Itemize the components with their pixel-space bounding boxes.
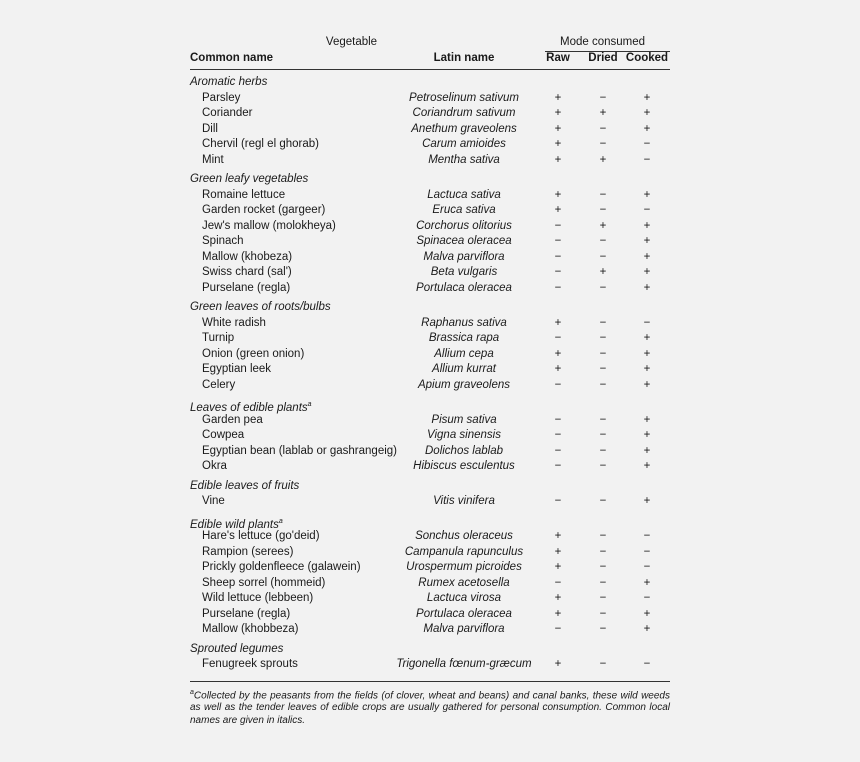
table-row xyxy=(190,545,670,561)
group-title xyxy=(190,397,670,413)
latin-name-cell: Coriandrum sativum xyxy=(412,107,516,119)
cooked-cell: + xyxy=(643,91,651,104)
raw-cell: + xyxy=(554,561,562,573)
cooked-cell: + xyxy=(643,332,651,344)
raw-cell: + xyxy=(554,363,562,375)
latin-name-cell: Dolichos lablab xyxy=(425,444,503,457)
raw-cell: + xyxy=(554,545,562,558)
latin-name-cell: Malva parviflora xyxy=(423,250,505,263)
dried-cell: − xyxy=(599,429,607,441)
latin-name-cell: Urospermum picroides xyxy=(406,561,522,573)
table-row xyxy=(190,153,670,169)
dried-cell: − xyxy=(599,235,607,247)
raw-cell: − xyxy=(554,495,562,507)
dried-cell: + xyxy=(599,266,607,278)
raw-cell: − xyxy=(554,429,562,441)
dried-cell: − xyxy=(599,460,607,472)
table-row xyxy=(190,91,670,107)
common-name-cell: Purselane (regla) xyxy=(202,607,291,620)
cooked-cell: + xyxy=(643,188,651,201)
raw-cell: − xyxy=(554,235,562,247)
cooked-cell: + xyxy=(643,347,651,360)
common-name-cell: Prickly goldenfleece (galawein) xyxy=(202,561,361,573)
latin-name-cell: Lactuca virosa xyxy=(426,592,502,604)
cooked-cell: + xyxy=(643,235,651,247)
cooked-cell: + xyxy=(643,107,651,119)
common-name-cell: Sheep sorrel (hommeid) xyxy=(202,576,326,589)
dried-cell: − xyxy=(599,545,607,558)
latin-name-cell: Spinacea oleracea xyxy=(416,235,512,247)
cooked-cell: − xyxy=(643,561,651,573)
raw-cell: − xyxy=(554,444,562,457)
table-row xyxy=(190,106,670,122)
latin-name-cell: Allium cepa xyxy=(434,347,494,360)
cooked-cell: − xyxy=(643,316,651,329)
cooked-cell: + xyxy=(643,378,651,391)
raw-cell: − xyxy=(554,413,562,426)
latin-name-cell: Portulaca oleracea xyxy=(416,281,512,294)
table-row xyxy=(190,122,670,138)
latin-name-cell: Eruca sativa xyxy=(432,204,496,216)
dried-cell: + xyxy=(599,107,607,119)
latin-name-cell: Portulaca oleracea xyxy=(416,607,512,620)
cooked-cell: + xyxy=(643,607,651,620)
footnote xyxy=(190,687,670,728)
table-header-top xyxy=(190,36,670,52)
dried-cell: − xyxy=(599,623,607,635)
cooked-cell: + xyxy=(643,495,651,507)
raw-cell: + xyxy=(554,658,562,670)
common-name-cell: Egyptian leek xyxy=(202,363,272,375)
footnote-marker: a xyxy=(190,688,194,696)
latin-name-cell: Malva parviflora xyxy=(423,623,505,635)
common-name-cell: Turnip xyxy=(202,332,235,344)
cooked-cell: + xyxy=(643,266,651,278)
dried-cell: − xyxy=(599,658,607,670)
dried-cell: − xyxy=(599,444,607,457)
cooked-cell: + xyxy=(643,281,651,294)
group-title-text: Aromatic herbs xyxy=(190,76,268,88)
common-name-cell: Garden rocket (gargeer) xyxy=(202,204,326,216)
raw-cell: − xyxy=(554,460,562,472)
cooked-cell: − xyxy=(643,658,651,670)
common-name-cell: Wild lettuce (lebbeen) xyxy=(202,592,314,604)
table-row xyxy=(190,250,670,266)
cooked-cell: + xyxy=(643,122,651,135)
common-name-cell: Vine xyxy=(202,495,225,507)
group-title-footnote-marker: a xyxy=(307,401,312,408)
table-row xyxy=(190,219,670,235)
common-name-cell: Rampion (serees) xyxy=(202,545,294,558)
common-name-cell: Dill xyxy=(202,122,218,135)
table-row xyxy=(190,622,670,638)
dried-cell: − xyxy=(599,592,607,604)
raw-cell: + xyxy=(554,107,562,119)
dried-cell: − xyxy=(599,91,607,104)
latin-name-cell: Raphanus sativa xyxy=(421,316,507,329)
cooked-cell: + xyxy=(643,444,651,457)
dried-cell: − xyxy=(599,332,607,344)
raw-header: Raw xyxy=(546,52,570,64)
table-row xyxy=(190,316,670,332)
dried-cell: − xyxy=(599,188,607,201)
cooked-cell: − xyxy=(643,138,651,150)
latin-name-cell: Petroselinum sativum xyxy=(409,91,519,104)
latin-name-cell: Anethum graveolens xyxy=(411,122,517,135)
raw-cell: − xyxy=(554,266,562,278)
common-name-cell: Mallow (khobeza) xyxy=(202,250,293,263)
raw-cell: + xyxy=(554,347,562,360)
latin-name-cell: Vitis vinifera xyxy=(433,495,495,507)
group-title xyxy=(190,479,670,495)
table-row xyxy=(190,607,670,623)
dried-cell: − xyxy=(599,607,607,620)
latin-name-cell: Allium kurrat xyxy=(432,363,496,375)
cooked-cell: + xyxy=(643,413,651,426)
raw-cell: + xyxy=(554,153,562,166)
common-name-cell: Mallow (khobbeza) xyxy=(202,623,299,635)
cooked-cell: − xyxy=(643,204,651,216)
table-row xyxy=(190,281,670,297)
latin-name-cell: Corchorus olitorius xyxy=(416,219,512,232)
group-title-text: Sprouted legumes xyxy=(190,642,284,655)
table-body xyxy=(190,75,670,673)
footnote-text: Collected by the peasants from the fields (of clover, wheat and beans) and canal banks, these wild weeds as well as the tender leaves of edible crops are usually gathered for personal consumption. Common local names are given in italics. xyxy=(190,689,670,726)
dried-cell: − xyxy=(599,495,607,507)
latin-name-cell: Apium graveolens xyxy=(417,378,511,391)
raw-cell: + xyxy=(554,316,562,329)
mode-consumed-header: Mode consumed xyxy=(559,36,646,48)
raw-cell: − xyxy=(554,250,562,263)
common-name-cell: Garden pea xyxy=(202,413,263,426)
latin-name-cell: Trigonella fœnum-græcum xyxy=(396,658,532,670)
table-row xyxy=(190,576,670,592)
dried-cell: − xyxy=(599,363,607,375)
vegetable-header: Vegetable xyxy=(325,36,378,48)
common-name-cell: White radish xyxy=(202,316,266,329)
footer-rule xyxy=(190,681,670,682)
common-name-cell: Coriander xyxy=(202,107,253,119)
raw-cell: + xyxy=(554,188,562,201)
raw-cell: − xyxy=(554,378,562,391)
common-name-cell: Parsley xyxy=(202,91,241,104)
dried-cell: − xyxy=(599,530,607,542)
raw-cell: + xyxy=(554,592,562,604)
dried-cell: − xyxy=(599,316,607,329)
raw-cell: − xyxy=(554,623,562,635)
cooked-cell: − xyxy=(643,592,651,604)
table-header-columns xyxy=(190,52,670,67)
cooked-cell: + xyxy=(643,460,651,472)
latin-name-cell: Sonchus oleraceus xyxy=(415,530,513,542)
common-name-header: Common name xyxy=(190,52,274,64)
raw-cell: + xyxy=(554,204,562,216)
latin-name-cell: Pisum sativa xyxy=(431,413,497,426)
cooked-header: Cooked xyxy=(625,52,669,64)
latin-name-cell: Carum amioides xyxy=(422,138,506,150)
cooked-cell: + xyxy=(643,429,651,441)
group-title xyxy=(190,300,670,316)
cooked-cell: + xyxy=(643,219,651,232)
dried-cell: − xyxy=(599,378,607,391)
table-row xyxy=(190,529,670,545)
common-name-cell: Hare's lettuce (go'deid) xyxy=(202,530,320,542)
table-row xyxy=(190,459,670,475)
dried-cell: + xyxy=(599,153,607,166)
raw-cell: + xyxy=(554,607,562,620)
latin-name-cell: Campanula rapunculus xyxy=(404,545,524,558)
common-name-cell: Egyptian bean (lablab or gashrangeig) xyxy=(202,444,397,457)
dried-cell: − xyxy=(599,347,607,360)
latin-name-cell: Hibiscus esculentus xyxy=(413,460,515,472)
table-row xyxy=(190,560,670,576)
raw-cell: + xyxy=(554,138,562,150)
latin-name-cell: Mentha sativa xyxy=(428,153,500,166)
vegetable-table xyxy=(190,36,670,727)
latin-name-cell: Vigna sinensis xyxy=(427,429,501,441)
group-title xyxy=(190,642,670,658)
latin-name-cell: Rumex acetosella xyxy=(418,576,510,589)
common-name-cell: Celery xyxy=(202,378,236,391)
header-rule xyxy=(190,69,670,70)
table-row xyxy=(190,657,670,673)
dried-cell: − xyxy=(599,122,607,135)
dried-cell: + xyxy=(599,219,607,232)
group-title-text: Edible leaves of fruits xyxy=(190,479,300,492)
cooked-cell: + xyxy=(643,623,651,635)
table-row xyxy=(190,444,670,460)
table-row xyxy=(190,188,670,204)
dried-cell: − xyxy=(599,250,607,263)
table-row xyxy=(190,362,670,378)
table-row xyxy=(190,203,670,219)
table-row xyxy=(190,234,670,250)
common-name-cell: Onion (green onion) xyxy=(202,347,305,360)
raw-cell: − xyxy=(554,576,562,589)
table-row xyxy=(190,347,670,363)
raw-cell: − xyxy=(554,332,562,344)
cooked-cell: + xyxy=(643,576,651,589)
group-title-footnote-marker: a xyxy=(278,517,283,525)
raw-cell: − xyxy=(554,219,562,232)
dried-header: Dried xyxy=(588,52,618,64)
common-name-cell: Spinach xyxy=(202,235,244,247)
table-row xyxy=(190,494,670,510)
common-name-cell: Mint xyxy=(202,153,224,166)
cooked-cell: + xyxy=(643,363,651,375)
cooked-cell: − xyxy=(643,545,651,558)
raw-cell: − xyxy=(554,281,562,294)
group-title xyxy=(190,172,670,188)
latin-name-cell: Lactuca sativa xyxy=(427,188,501,201)
group-title-text: Leaves of edible plants xyxy=(190,401,308,414)
raw-cell: + xyxy=(554,530,562,542)
table-row xyxy=(190,413,670,429)
table-row xyxy=(190,428,670,444)
common-name-cell: Swiss chard (sal') xyxy=(202,266,292,278)
table-row xyxy=(190,331,670,347)
latin-name-cell: Beta vulgaris xyxy=(430,266,498,278)
common-name-cell: Cowpea xyxy=(202,429,245,441)
table-row xyxy=(190,137,670,153)
common-name-cell: Jew's mallow (molokheya) xyxy=(202,219,336,232)
common-name-cell: Purselane (regla) xyxy=(202,281,291,294)
raw-cell: + xyxy=(554,122,562,135)
group-title-text: Green leaves of roots/bulbs xyxy=(190,301,331,313)
latin-name-cell: Brassica rapa xyxy=(428,332,500,344)
cooked-cell: − xyxy=(643,530,651,542)
common-name-cell: Romaine lettuce xyxy=(202,188,286,201)
dried-cell: − xyxy=(599,561,607,573)
table-row xyxy=(190,378,670,394)
cooked-cell: + xyxy=(643,250,651,263)
table-row xyxy=(190,591,670,607)
group-title xyxy=(190,75,670,91)
dried-cell: − xyxy=(599,138,607,150)
dried-cell: − xyxy=(599,281,607,294)
latin-name-header: Latin name xyxy=(433,52,495,64)
table-row xyxy=(190,265,670,281)
group-title-text: Green leafy vegetables xyxy=(190,173,309,185)
common-name-cell: Fenugreek sprouts xyxy=(202,658,298,670)
dried-cell: − xyxy=(599,204,607,216)
group-title-text: Edible wild plants xyxy=(190,518,279,531)
dried-cell: − xyxy=(599,413,607,426)
cooked-cell: − xyxy=(643,153,651,166)
raw-cell: + xyxy=(554,91,562,104)
group-title xyxy=(190,514,670,530)
common-name-cell: Okra xyxy=(202,460,227,472)
dried-cell: − xyxy=(599,576,607,589)
common-name-cell: Chervil (regl el ghorab) xyxy=(202,138,319,150)
